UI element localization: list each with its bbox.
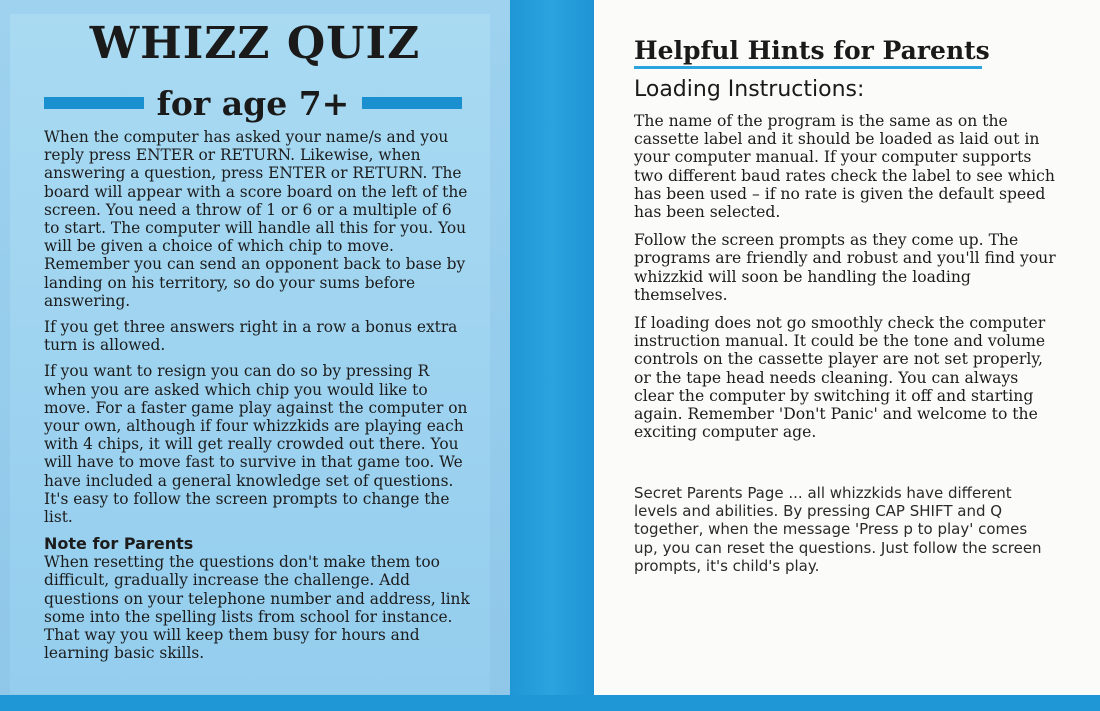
note-for-parents-heading: Note for Parents xyxy=(44,534,194,554)
hints-title-underline xyxy=(634,66,982,69)
secret-parents-page-text: Secret Parents Page ... all whizzkids have different levels and abilities. By pressing CAP SHIFT and Q together, when the message 'Press p to play' comes up, you can reset the questions. Just follow the screen prompts, it's child's play. xyxy=(634,484,1042,575)
age-subtitle: for age 7+ xyxy=(156,83,350,123)
instructions-paragraph: If you get three answers right in a row a bonus extra turn is allowed. xyxy=(44,318,458,355)
left-panel xyxy=(0,0,510,711)
bottom-strip xyxy=(0,695,1100,711)
loading-paragraph: If loading does not go smoothly check the computer instruction manual. It could be the tone and volume controls on the cassette player are not set properly, or the tape head needs cleaning. You can always clear the computer by switching it off and starting again. Remember 'Don't Panic' and welcome to the exciting computer age. xyxy=(634,314,1046,442)
instructions-paragraph: When the computer has asked your name/s and you reply press ENTER or RETURN. Likewise, when answering a question, press ENTER or RETURN. The board will appear with a score board on the left of the screen. You need a throw of 1 or 6 or a multiple of 6 to start. The computer will handle all this for you. You will be given a choice of which chip to move. Remember you can send an opponent back to base by landing on his territory, so do your sums before answering. xyxy=(44,128,468,310)
note-for-parents-text: When resetting the questions don't make them too difficult, gradually increase the challenge. Add questions on your telephone number and address, link some into the spelling lists from school for instance. That way you will keep them busy for hours and learning basic skills. xyxy=(44,553,470,663)
page-title: WHIZZ QUIZ xyxy=(89,18,421,69)
loading-instructions-heading: Loading Instructions: xyxy=(634,77,865,102)
instructions-paragraph: If you want to resign you can do so by pressing R when you are asked which chip you would like to move. For a faster game play against the computer on your own, although if four whizzkids are playing each with 4 chips, it will get really crowded out there. You will have to move fast to survive in that game too. We have included a general knowledge set of questions. It's easy to follow the screen prompts to change the list. xyxy=(44,362,468,527)
loading-paragraph: The name of the program is the same as on the cassette label and it should be loaded as laid out in your computer manual. If your computer supports two different baud rates check the label to see which has been used – if no rate is given the default speed has been selected. xyxy=(634,112,1055,222)
subtitle-row xyxy=(44,83,462,123)
loading-paragraph: Follow the screen prompts as they come up. The programs are friendly and robust and you'll find your whizzkid will soon be handling the loading themselves. xyxy=(634,231,1056,304)
instructions-body xyxy=(44,128,472,670)
right-panel xyxy=(594,0,1100,695)
fold-divider xyxy=(510,0,594,711)
subtitle-bar-left xyxy=(44,97,144,109)
loading-instructions-body xyxy=(634,112,1058,451)
subtitle-bar-right xyxy=(362,97,462,109)
hints-title: Helpful Hints for Parents xyxy=(634,36,990,65)
